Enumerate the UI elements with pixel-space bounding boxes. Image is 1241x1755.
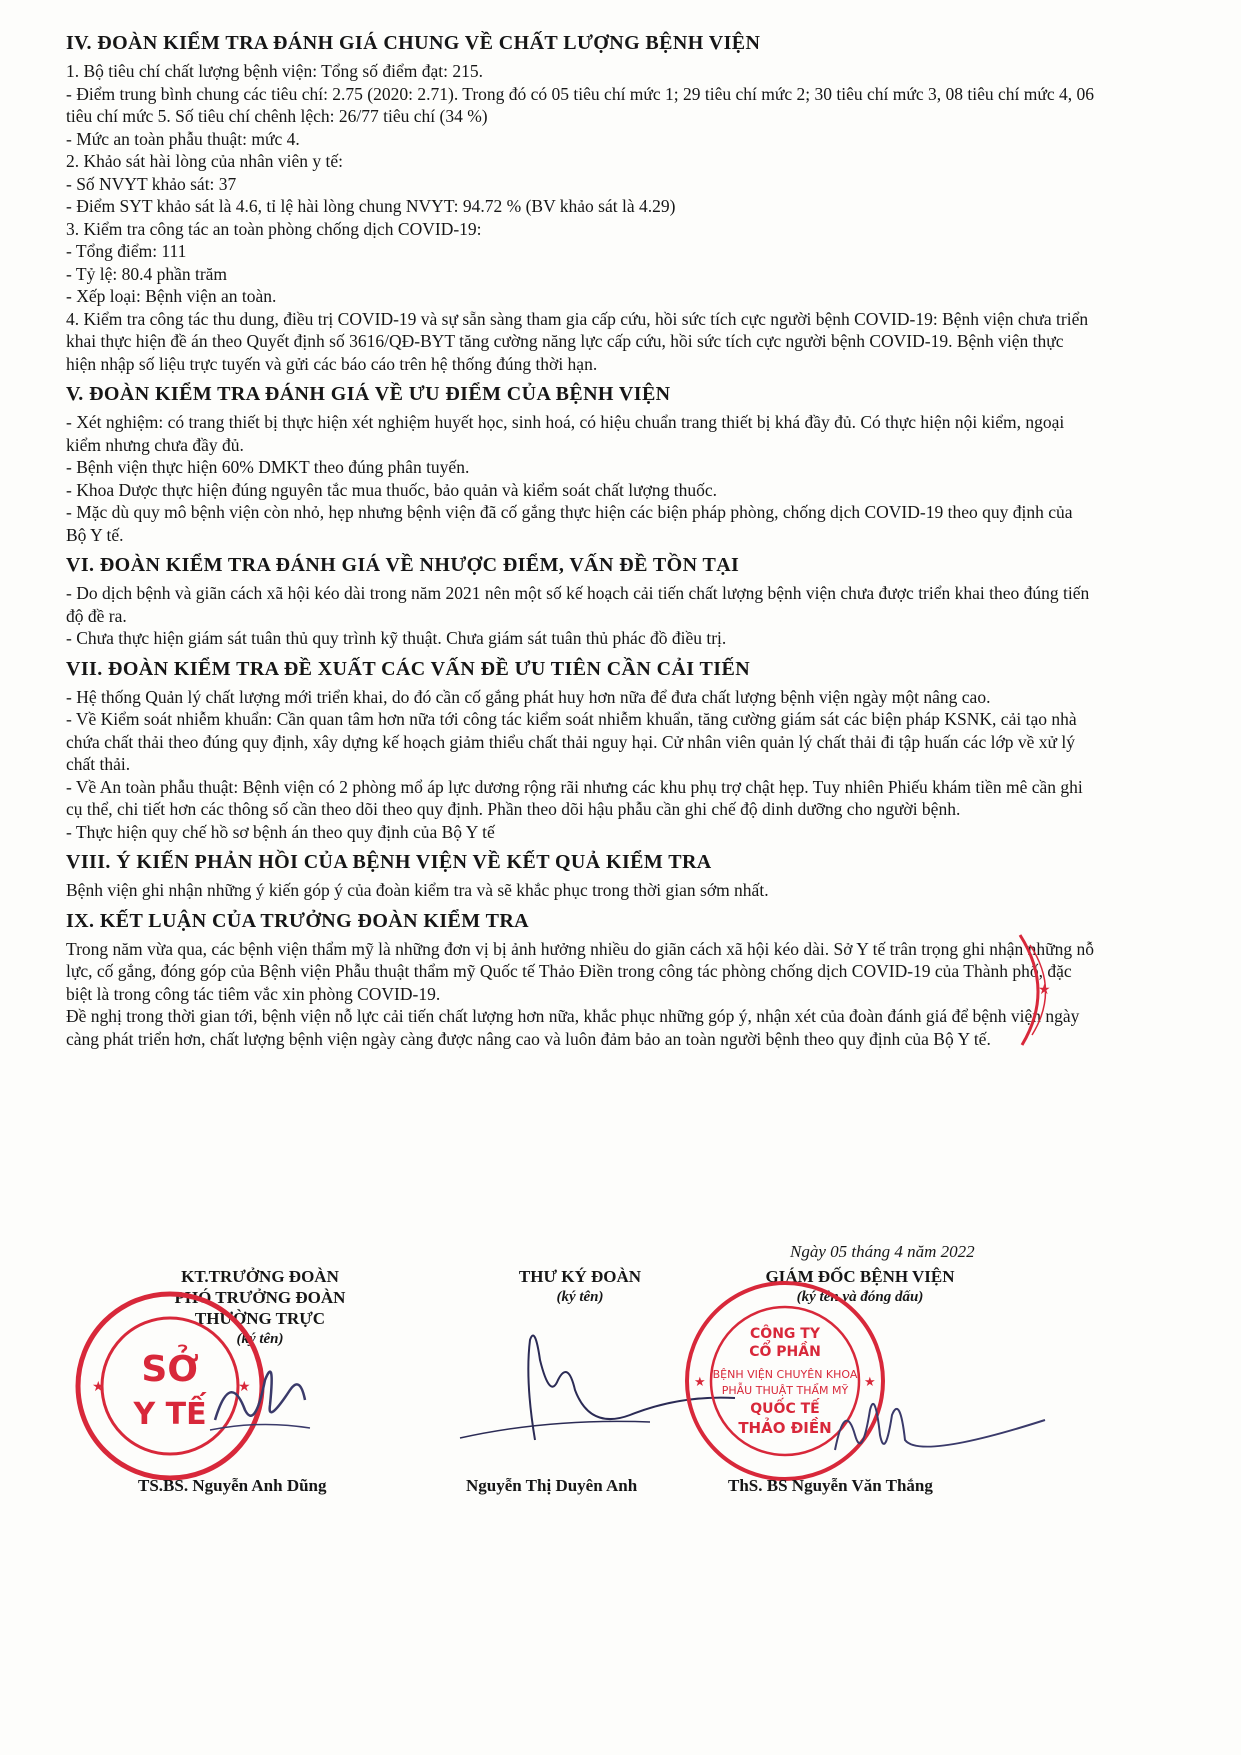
paragraph: - Điểm trung bình chung các tiêu chí: 2.75 (2020: 2.71). Trong đó có 05 tiêu chí mức 1; 29 tiêu chí mức 2; 30 tiêu chí mức 3, 08 tiêu chí mức 4, 06 tiêu chí mức 5. Số tiêu chí chênh lệch: 26/77 tiêu chí (34 %) (66, 83, 1094, 126)
signer-name: TS.BS. Nguyễn Anh Dũng (138, 1476, 327, 1495)
svg-text:PHẪU THUẬT THẨM MỸ: PHẪU THUẬT THẨM MỸ (721, 1384, 849, 1397)
signer-title: THƯỜNG TRỰC (194, 1309, 326, 1328)
svg-text:★: ★ (694, 1375, 706, 1390)
signer-middle-block (480, 1266, 680, 1308)
svg-text:CỔ PHẦN: CỔ PHẦN (749, 1344, 821, 1360)
paragraph: - Xét nghiệm: có trang thiết bị thực hiện xét nghiệm huyết học, sinh hoá, có hiệu chuẩn trang thiết bị khá đầy đủ. Có thực hiện nội kiểm, ngoại kiểm nhưng chưa đầy đủ. (66, 412, 1065, 455)
section-vii (66, 656, 1096, 844)
signer-name: Nguyễn Thị Duyên Anh (466, 1476, 638, 1495)
section-ix (66, 908, 1096, 1051)
left-signature (205, 1350, 315, 1440)
section-heading: IV. ĐOÀN KIỂM TRA ĐÁNH GIÁ CHUNG VỀ CHẤT LƯỢNG BỆNH VIỆN (66, 32, 761, 54)
paragraph: Trong năm vừa qua, các bệnh viện thẩm mỹ là những đơn vị bị ảnh hưởng nhiều do giãn cách xã hội kéo dài. Sở Y tế trân trọng ghi nhận những nỗ lực, cố gắng, đóng góp của Bệnh viện Phẫu thuật thẩm mỹ Quốc tế Thảo Điền trong công tác phòng chống dịch COVID-19 của Thành phố, đặc biệt là trong công tác tiêm vắc xin phòng COVID-19. (66, 938, 1095, 1004)
paragraph: - Chưa thực hiện giám sát tuân thủ quy trình kỹ thuật. Chưa giám sát tuân thủ phác đồ điều trị. (66, 628, 727, 648)
paragraph: - Về Kiểm soát nhiễm khuẩn: Cần quan tâm hơn nữa tới công tác kiểm soát nhiễm khuẩn, tăng cường giám sát các biện pháp KSNK, cải tạo nhà chứa chất thải theo đúng quy định, xây dựng kế hoạch giảm thiểu chất thải nguy hại. Cử nhân viên quản lý chất thải đi tập huấn các lớp về xử lý chất thải. (66, 709, 1077, 774)
paragraph: - Số NVYT khảo sát: 37 (66, 173, 237, 194)
document-date: Ngày 05 tháng 4 năm 2022 (790, 1242, 975, 1261)
paragraph: - Tỷ lệ: 80.4 phần trăm (66, 263, 228, 284)
paragraph: Bệnh viện ghi nhận những ý kiến góp ý của đoàn kiểm tra và sẽ khắc phục trong thời gian sớm nhất. (66, 880, 769, 900)
signer-title: GIÁM ĐỐC BỆNH VIỆN (765, 1267, 955, 1286)
paragraph: 2. Khảo sát hài lòng của nhân viên y tế: (66, 151, 344, 171)
svg-text:★: ★ (92, 1379, 105, 1395)
svg-text:QUỐC TẾ: QUỐC TẾ (750, 1401, 820, 1417)
section-heading: IX. KẾT LUẬN CỦA TRƯỞNG ĐOÀN KIỂM TRA (66, 909, 530, 932)
sign-note: (ký tên) (556, 1289, 604, 1305)
svg-text:★: ★ (238, 1379, 251, 1395)
paragraph: - Tổng điểm: 111 (66, 241, 187, 261)
svg-text:Y TẾ: Y TẾ (133, 1397, 207, 1432)
right-signature (830, 1380, 1050, 1470)
paragraph: - Về An toàn phẫu thuật: Bệnh viện có 2 phòng mổ áp lực dương rộng rãi nhưng các khu phụ trợ chật hẹp. Tuy nhiên Phiếu khám tiền mê cần ghi cụ thể, chi tiết hơn các thông số cần theo dõi theo quy định. Phần theo dõi hậu phẫu cần ghi chế độ dinh dưỡng cho người bệnh. (66, 776, 1083, 819)
svg-text:SỞ: SỞ (141, 1349, 199, 1390)
report-body (66, 24, 1096, 1050)
signer-title: THƯ KÝ ĐOÀN (518, 1267, 642, 1286)
paragraph: 3. Kiểm tra công tác an toàn phòng chống dịch COVID-19: (66, 218, 482, 239)
svg-text:★: ★ (864, 1375, 876, 1390)
svg-text:★: ★ (1038, 982, 1051, 998)
paragraph: - Xếp loại: Bệnh viện an toàn. (66, 286, 277, 306)
svg-text:CÔNG TY: CÔNG TY (750, 1326, 820, 1342)
paragraph: - Thực hiện quy chế hồ sơ bệnh án theo quy định của Bộ Y tế (66, 821, 495, 842)
paragraph: - Mức an toàn phẫu thuật: mức 4. (66, 128, 300, 149)
signer-title: PHÓ TRƯỞNG ĐOÀN (174, 1288, 346, 1307)
paragraph: 1. Bộ tiêu chí chất lượng bệnh viện: Tổng số điểm đạt: 215. (66, 61, 483, 81)
paragraph: - Mặc dù quy mô bệnh viện còn nhỏ, hẹp nhưng bệnh viện đã cố gắng thực hiện các biện pháp phòng, chống dịch COVID-19 theo quy định của Bộ Y tế. (66, 502, 1073, 545)
margin-stamp-fragment (1010, 930, 1060, 1050)
signer-name: ThS. BS Nguyễn Văn Thắng (728, 1476, 933, 1495)
svg-text:BỆNH VIỆN CHUYÊN KHOA: BỆNH VIỆN CHUYÊN KHOA (712, 1368, 858, 1381)
signer-title: KT.TRƯỞNG ĐOÀN (181, 1267, 339, 1286)
section-heading: VIII. Ý KIẾN PHẢN HỒI CỦA BỆNH VIỆN VỀ KẾT QUẢ KIỂM TRA (66, 851, 712, 873)
section-v (66, 381, 1096, 546)
section-vi (66, 552, 1096, 650)
paragraph: - Bệnh viện thực hiện 60% DMKT theo đúng phân tuyến. (66, 457, 470, 477)
paragraph: - Điểm SYT khảo sát là 4.6, tỉ lệ hài lòng chung NVYT: 94.72 % (BV khảo sát là 4.29) (66, 196, 676, 216)
sign-note: (ký tên và đóng dấu) (796, 1289, 924, 1305)
paragraph: - Do dịch bệnh và giãn cách xã hội kéo dài trong năm 2021 nên một số kế hoạch cải tiến chất lượng bệnh viện chưa được triển khai theo đúng tiến độ đề ra. (66, 583, 1090, 626)
section-iv (66, 30, 1096, 375)
section-heading: VI. ĐOÀN KIỂM TRA ĐÁNH GIÁ VỀ NHƯỢC ĐIỂM, VẤN ĐỀ TỒN TẠI (66, 554, 740, 576)
paragraph: - Khoa Dược thực hiện đúng nguyên tắc mua thuốc, bảo quản và kiểm soát chất lượng thuốc. (66, 479, 718, 500)
section-heading: VII. ĐOÀN KIỂM TRA ĐỀ XUẤT CÁC VẤN ĐỀ ƯU TIÊN CẦN CẢI TIẾN (66, 657, 751, 680)
section-heading: V. ĐOÀN KIỂM TRA ĐÁNH GIÁ VỀ ƯU ĐIỂM CỦA BỆNH VIỆN (66, 383, 671, 405)
paragraph: Đề nghị trong thời gian tới, bệnh viện nỗ lực cải tiến chất lượng hơn nữa, khắc phục những góp ý, nhận xét của đoàn đánh giá để bệnh viện ngày càng phát triển hơn, chất lượng bệnh viện ngày càng được nâng cao và luôn đảm bảo an toàn người bệnh theo quy định của Bộ Y tế. (66, 1006, 1080, 1049)
section-viii (66, 849, 1096, 902)
sign-note: (ký tên) (236, 1331, 284, 1347)
paragraph: 4. Kiểm tra công tác thu dung, điều trị COVID-19 và sự sẵn sàng tham gia cấp cứu, hồi sức tích cực người bệnh COVID-19: Bệnh viện chưa triển khai thực hiện đề án theo Quyết định số 3616/QĐ-BYT tăng cường năng lực cấp cứu, hồi sức tích cực người bệnh COVID-19. Bệnh viện thực hiện nhập số liệu trực tuyến và gửi các báo cáo trên hệ thống đúng thời hạn. (66, 308, 1089, 374)
svg-text:THẢO ĐIỀN: THẢO ĐIỀN (738, 1419, 832, 1437)
paragraph: - Hệ thống Quản lý chất lượng mới triển khai, do đó cần cố gắng phát huy hơn nữa để đưa chất lượng bệnh viện ngày một nâng cao. (66, 686, 991, 707)
